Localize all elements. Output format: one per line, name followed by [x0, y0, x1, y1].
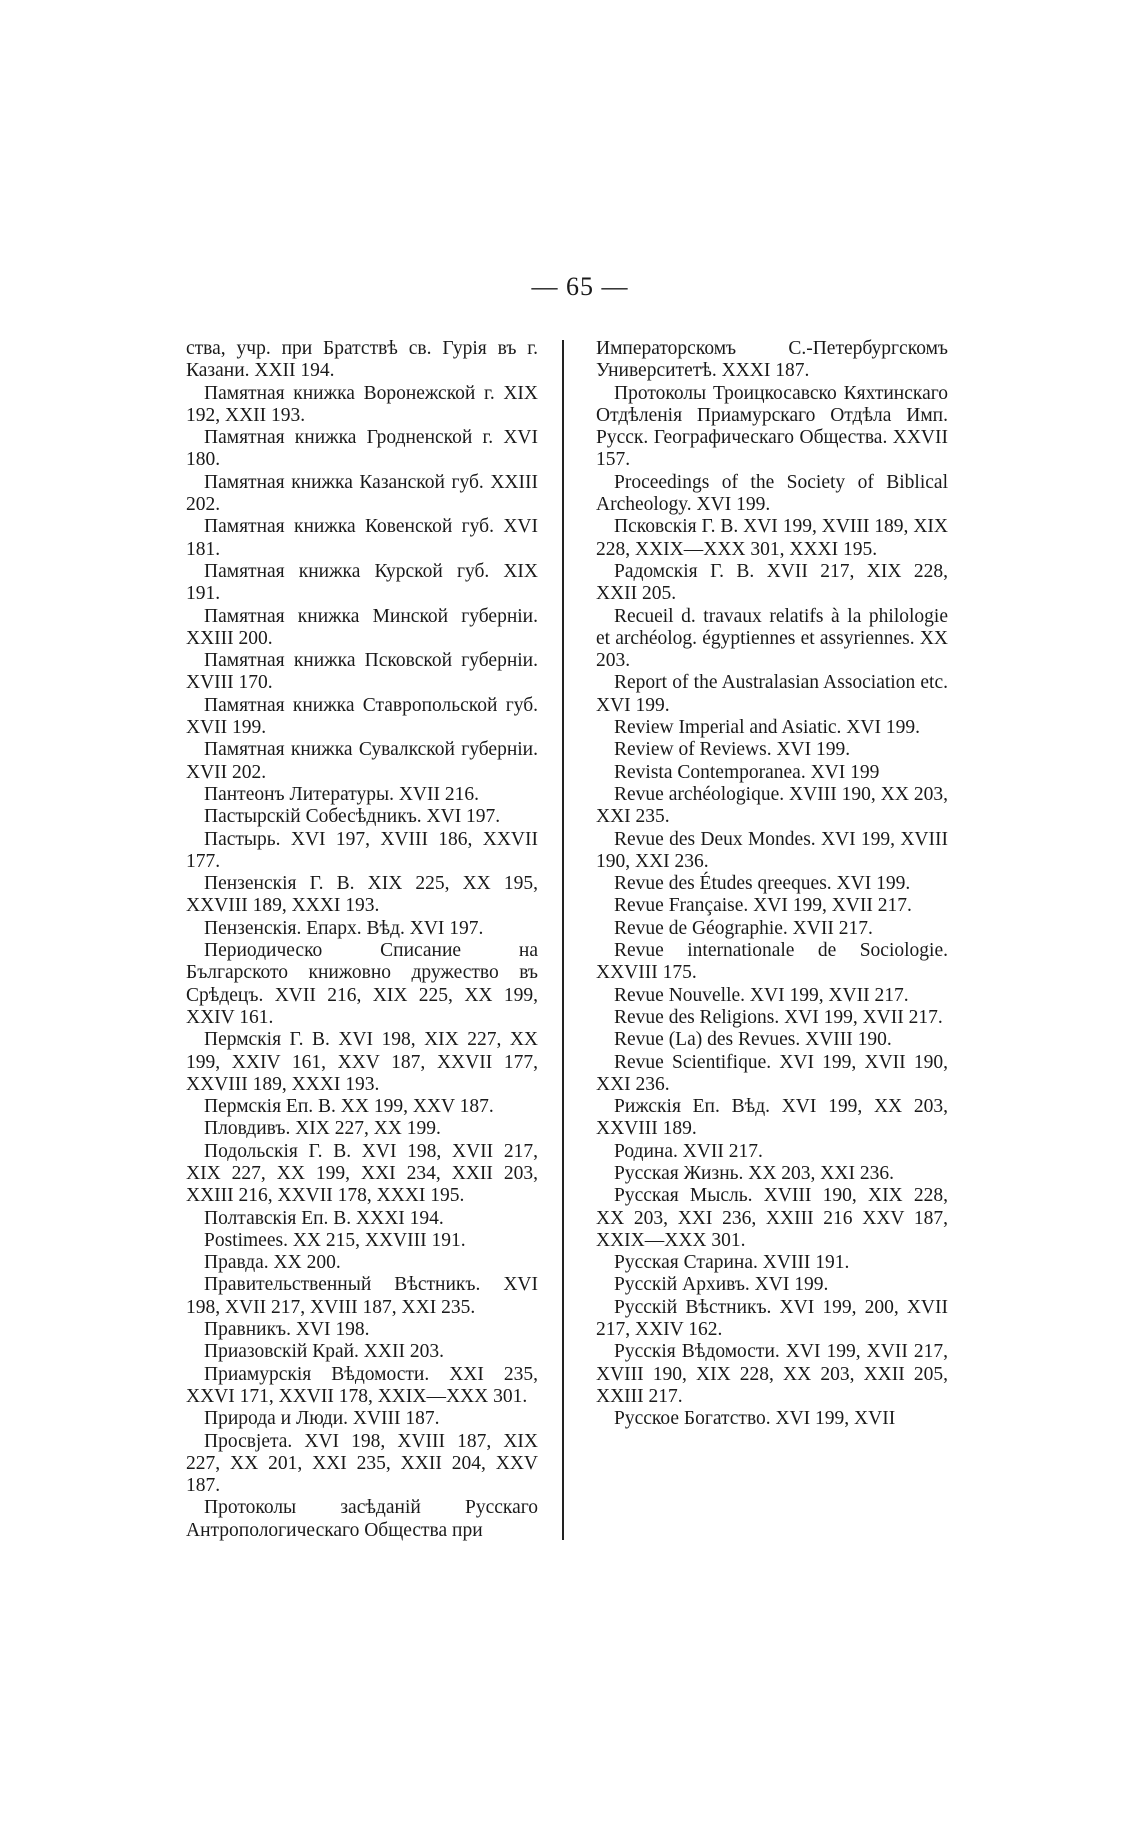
index-entry: ства, учр. при Братствѣ св. Гурія въ г. Казани. XXII 194. [186, 338, 538, 382]
index-entry: Протоколы засѣданій Русскаго Антропологическаго Общества при [186, 1497, 538, 1541]
index-entry: Протоколы Троицкосавско Кяхтинскаго Отдѣленія Приамурскаго Отдѣла Имп. Русск. Географическаго Общества. XXVII 157. [596, 382, 948, 471]
index-entry: Памятная книжка Гродненской г. XVI 180. [186, 427, 538, 471]
index-entry: Revue (La) des Revues. XVIII 190. [614, 1029, 892, 1051]
index-entry: Report of the Australasian Association etc. XVI 199. [596, 672, 948, 716]
index-entry: Правникъ. XVI 198. [204, 1319, 370, 1341]
index-entry: Review Imperial and Asiatic. XVI 199. [614, 717, 920, 739]
index-entry: Revue de Géographie. XVII 217. [614, 917, 873, 939]
left-column [186, 338, 538, 1542]
index-entry: Revista Contemporanea. XVI 199 [614, 761, 880, 783]
index-entry: Revue des Études qreeques. XVI 199. [614, 873, 911, 895]
index-entry: Правда. XX 200. [204, 1252, 341, 1274]
index-entry: Postimees. XX 215, XXVIII 191. [204, 1229, 466, 1251]
index-entry: Памятная книжка Псковской губерніи. XVIII 170. [186, 650, 538, 694]
index-entry: Родина. XVII 217. [614, 1140, 763, 1162]
column-divider [562, 340, 564, 1540]
index-entry: Пермскія Г. В. XVI 198, XIX 227, XX 199, XXIV 161, XXV 187, XXVII 177, XXVIII 189, XXXI 193. [186, 1029, 538, 1095]
index-entry: Радомскія Г. В. XVII 217, XIX 228, XXII 205. [596, 560, 948, 605]
index-entry: Рижскія Еп. Вѣд. XVI 199, XX 203, XXVIII 189. [596, 1096, 948, 1140]
index-entry: Revue archéologique. XVIII 190, XX 203, XXI 235. [596, 783, 948, 828]
index-entry: Приамурскія Вѣдомости. XXI 235, XXVI 171, XXVII 178, XXIX—XXX 301. [186, 1363, 538, 1407]
page-number: — 65 — [531, 272, 629, 301]
index-entry: Просвјета. XVI 198, XVIII 187, XIX 227, XX 201, XXI 235, XXII 204, XXV 187. [186, 1430, 538, 1497]
index-entry: Русская Жизнь. XX 203, XXI 236. [614, 1162, 894, 1184]
index-entry: Периодическо Списание на Българското книжовно дружество въ Срѣдецъ. XVII 216, XIX 225, XX 199, XXIV 161. [186, 940, 538, 1028]
index-entry: Памятная книжка Ставропольской губ. XVII 199. [186, 694, 538, 739]
index-entry: Памятная книжка Казанской губ. XXIII 202. [186, 471, 538, 516]
index-entry: Revue Nouvelle. XVI 199, XVII 217. [614, 984, 909, 1006]
index-entry: Revue des Deux Mondes. XVI 199, XVIII 190, XXI 236. [596, 828, 948, 872]
index-entry: Приазовскій Край. XXII 203. [204, 1341, 444, 1363]
index-entry: Памятная книжка Ковенской губ. XVI 181. [186, 516, 538, 560]
index-entry: Правительственный Вѣстникъ. XVI 198, XVII 217, XVIII 187, XXI 235. [186, 1274, 538, 1318]
index-entry: Псковскія Г. В. XVI 199, XVIII 189, XIX 228, XXIX—XXX 301, XXXI 195. [596, 516, 948, 560]
index-entry: Памятная книжка Минской губерніи. XXIII 200. [186, 605, 538, 649]
index-entry: Пантеонъ Литературы. XVII 216. [204, 783, 479, 805]
index-entry: Подольскія Г. В. XVI 198, XVII 217, XIX 227, XX 199, XXI 234, XXII 203, XXIII 216, XXVII 178, XXXI 195. [186, 1140, 538, 1207]
index-entry: Пермскія Еп. В. XX 199, XXV 187. [204, 1096, 494, 1118]
index-entry: Revue internationale de Sociologie. XXVIII 175. [596, 940, 948, 984]
index-entry: Пастырскій Собесѣдникъ. XVI 197. [204, 806, 501, 828]
index-entry: Императорскомъ С.-Петербургскомъ Университетѣ. XXXI 187. [596, 338, 948, 382]
index-entry: Русскія Вѣдомости. XVI 199, XVII 217, XVIII 190, XIX 228, XX 203, XXII 205, XXIII 217. [596, 1341, 948, 1407]
index-entry: Природа и Люди. XVIII 187. [204, 1408, 440, 1430]
index-entry: Русское Богатство. XVI 199, XVII [614, 1408, 896, 1430]
index-entry: Русская Мысль. XVIII 190, XIX 228, XX 203, XXI 236, XXIII 216 XXV 187, XXIX—XXX 301. [596, 1185, 948, 1251]
index-entry: Памятная книжка Сувалкской губерніи. XVII 202. [186, 739, 538, 783]
index-entry: Полтавскія Еп. В. XXXI 194. [204, 1207, 444, 1229]
index-entry: Пловдивъ. XIX 227, XX 199. [204, 1118, 441, 1140]
index-entry: Revue des Religions. XVI 199, XVII 217. [614, 1006, 943, 1028]
index-entry: Русская Старина. XVIII 191. [614, 1252, 850, 1274]
index-entry: Review of Reviews. XVI 199. [614, 739, 851, 761]
index-entry: Памятная книжка Курской губ. XIX 191. [186, 560, 538, 605]
right-column [596, 338, 948, 1431]
index-entry: Revue Française. XVI 199, XVII 217. [614, 895, 912, 917]
index-entry: Пензенскія. Епарх. Вѣд. XVI 197. [204, 917, 484, 939]
index-entry: Пастырь. XVI 197, XVIII 186, XXVII 177. [186, 828, 538, 872]
index-entry: Пензенскія Г. В. XIX 225, XX 195, XXVIII 189, XXXI 193. [186, 873, 538, 917]
index-entry: Русскій Архивъ. XVI 199. [614, 1274, 829, 1296]
index-entry: Revue Scientifique. XVI 199, XVII 190, XXI 236. [596, 1051, 948, 1095]
index-entry: Proceedings of the Society of Biblical Archeology. XVI 199. [596, 471, 948, 516]
index-entry: Русскій Вѣстникъ. XVI 199, 200, XVII 217, XXIV 162. [596, 1296, 948, 1341]
index-entry: Памятная книжка Воронежской г. XIX 192, XXII 193. [186, 382, 538, 426]
index-entry: Recueil d. travaux relatifs à la philologie et archéolog. égyptiennes et assyriennes. XX 203. [596, 605, 948, 672]
